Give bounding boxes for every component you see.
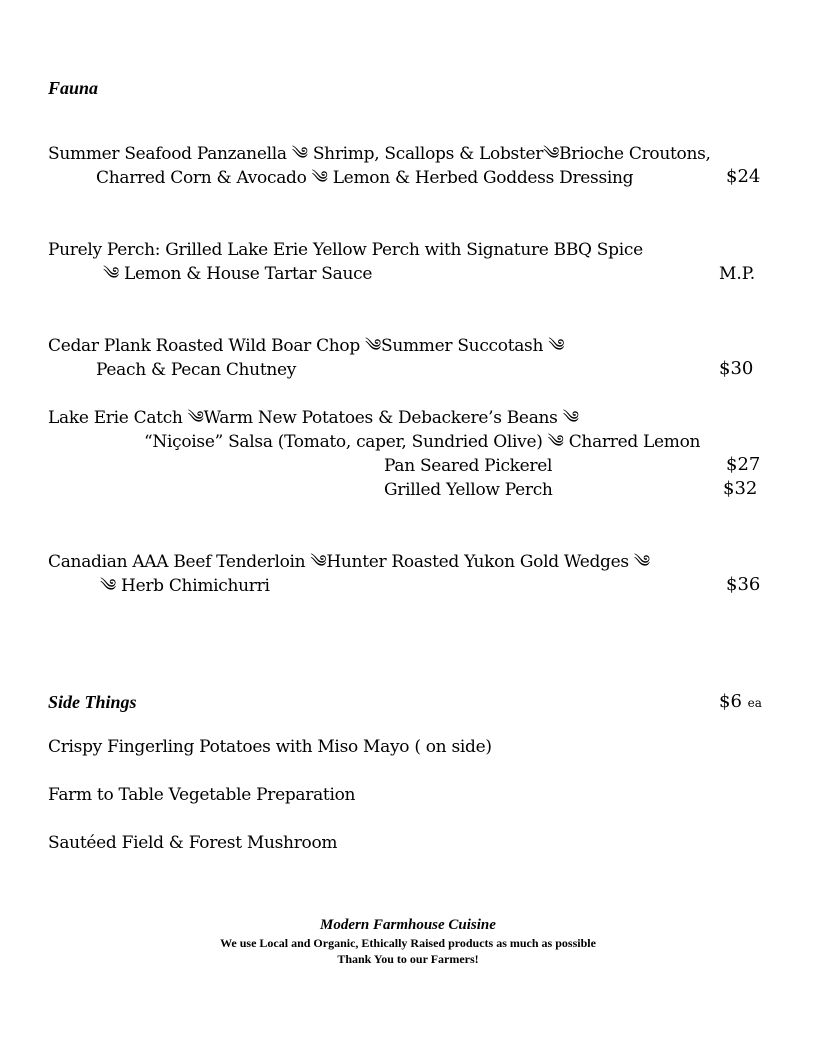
side-item: Sautéed Field & Forest Mushroom bbox=[48, 833, 338, 853]
menu-item-option-name: Grilled Yellow Perch bbox=[384, 480, 553, 500]
menu-item-description: Canadian AAA Beef Tenderloin ༄Hunter Roasted Yukon Gold Wedges ༄ bbox=[48, 552, 650, 572]
menu-item-description: Summer Seafood Panzanella ༄ Shrimp, Scallops & Lobster༄Brioche Croutons, bbox=[48, 144, 711, 164]
menu-item-option-name: Pan Seared Pickerel bbox=[384, 456, 553, 476]
menu-item-price: $36 bbox=[726, 574, 761, 595]
section-title-fauna: Fauna bbox=[48, 78, 99, 98]
menu-item-description: “Niçoise” Salsa (Tomato, caper, Sundried Olive) ༄ Charred Lemon bbox=[144, 432, 701, 452]
footer-title: Modern Farmhouse Cuisine bbox=[320, 917, 496, 933]
sides-price bbox=[719, 690, 762, 715]
side-item: Farm to Table Vegetable Preparation bbox=[48, 785, 356, 805]
footer-line: Thank You to our Farmers! bbox=[337, 952, 479, 966]
menu-item-description: ༄ Herb Chimichurri bbox=[100, 576, 270, 596]
menu-item-description: Peach & Pecan Chutney bbox=[96, 360, 297, 380]
menu-item-price: $30 bbox=[719, 358, 754, 379]
menu-item-price: M.P. bbox=[719, 264, 756, 284]
menu-item-description: Purely Perch: Grilled Lake Erie Yellow Perch with Signature BBQ Spice bbox=[48, 240, 643, 260]
menu-item-option-price: $32 bbox=[723, 478, 758, 499]
footer-line: We use Local and Organic, Ethically Raised products as much as possible bbox=[220, 936, 596, 950]
side-item: Crispy Fingerling Potatoes with Miso Mayo ( on side) bbox=[48, 737, 492, 757]
menu-item-option-price: $27 bbox=[726, 454, 761, 475]
menu-item-price: $24 bbox=[726, 166, 761, 187]
sides-price-suffix: ea bbox=[747, 696, 762, 710]
menu-item-description: Lake Erie Catch ༄Warm New Potatoes & Debackere’s Beans ༄ bbox=[48, 408, 579, 428]
sides-price-value: $6 bbox=[719, 691, 742, 712]
menu-item-description: Cedar Plank Roasted Wild Boar Chop ༄Summer Succotash ༄ bbox=[48, 336, 565, 356]
section-title-sides: Side Things bbox=[48, 692, 137, 712]
menu-item-description: ༄ Lemon & House Tartar Sauce bbox=[103, 264, 373, 284]
menu-item-description: Charred Corn & Avocado ༄ Lemon & Herbed Goddess Dressing bbox=[96, 168, 634, 188]
